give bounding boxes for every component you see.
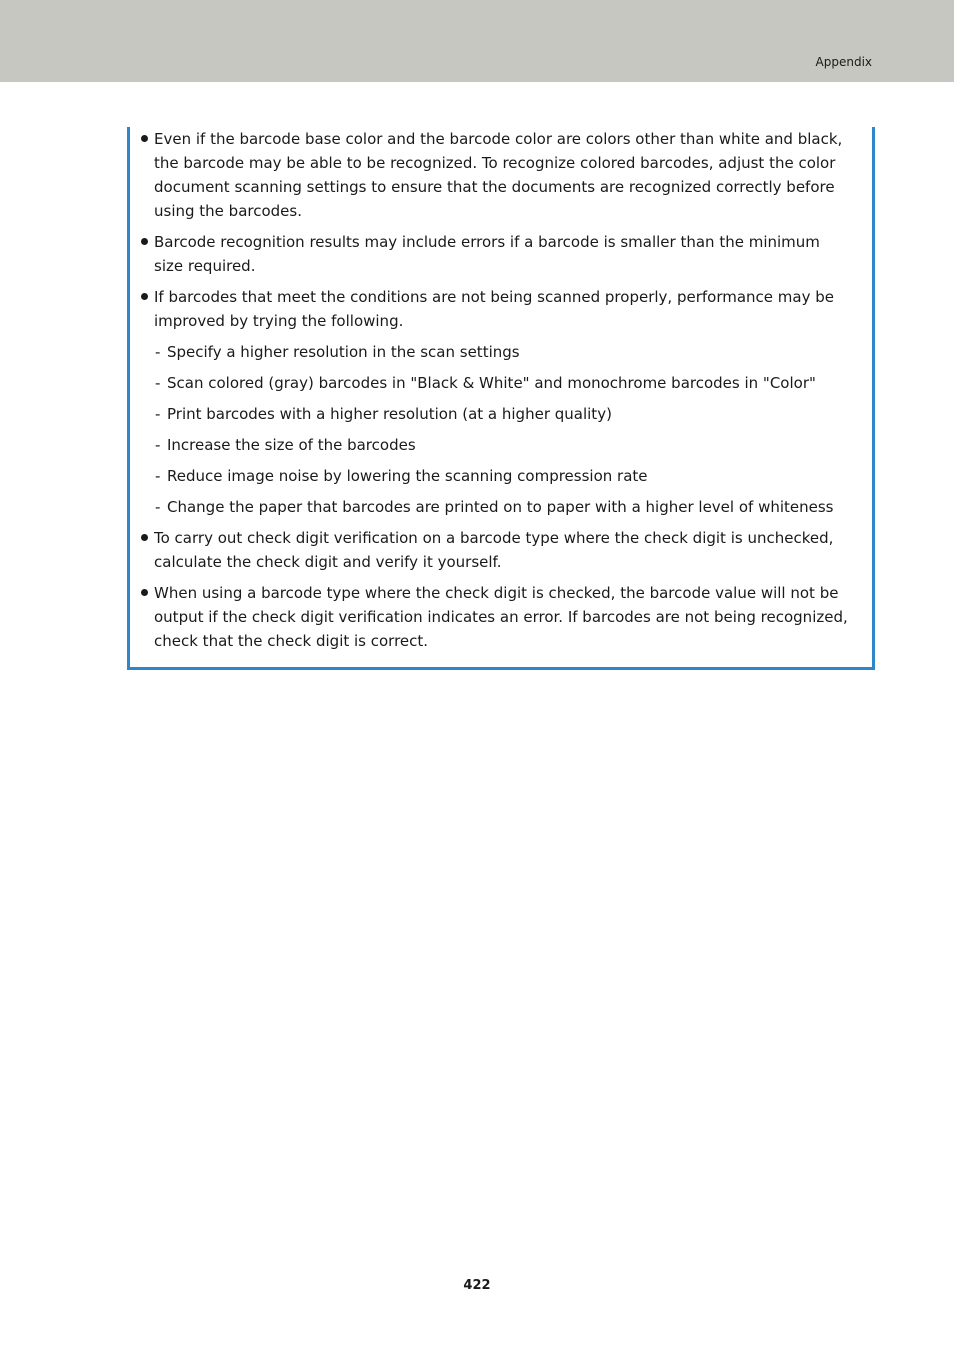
note-text: Barcode recognition results may include errors if a barcode is smaller than the minimum size required. xyxy=(154,233,820,275)
sub-list-item xyxy=(154,495,852,519)
header-band xyxy=(0,0,954,82)
note-text: If barcodes that meet the conditions are not being scanned properly, performance may be improved by trying the following. xyxy=(154,288,834,330)
sub-list-item xyxy=(154,371,852,395)
sub-list-item xyxy=(154,402,852,426)
note-box xyxy=(127,127,875,670)
sub-list-item xyxy=(154,464,852,488)
list-item xyxy=(140,285,852,519)
sub-item-text: Scan colored (gray) barcodes in "Black & White" and monochrome barcodes in "Color" xyxy=(167,374,816,392)
dash-marker: - xyxy=(155,467,161,485)
sub-item-text: Print barcodes with a higher resolution (at a higher quality) xyxy=(167,405,612,423)
sub-item-text: Specify a higher resolution in the scan settings xyxy=(167,343,520,361)
sub-item-text: Reduce image noise by lowering the scanning compression rate xyxy=(167,467,648,485)
sub-item-text: Increase the size of the barcodes xyxy=(167,436,416,454)
dash-marker: - xyxy=(155,498,161,516)
list-item xyxy=(140,526,852,574)
dash-marker: - xyxy=(155,436,161,454)
note-text: To carry out check digit verification on a barcode type where the check digit is unchecked, calculate the check digit and verify it yourself. xyxy=(154,529,834,571)
sub-item-text: Change the paper that barcodes are printed on to paper with a higher level of whiteness xyxy=(167,498,834,516)
dash-marker: - xyxy=(155,374,161,392)
section-title: Appendix xyxy=(815,55,872,69)
page-number: 422 xyxy=(463,1278,491,1293)
sub-list-item xyxy=(154,433,852,457)
dash-marker: - xyxy=(155,405,161,423)
list-item xyxy=(140,230,852,278)
dash-marker: - xyxy=(155,343,161,361)
note-text: When using a barcode type where the check digit is checked, the barcode value will not be output if the check digit verification indicates an error. If barcodes are not being recognized, check that the check digit is correct. xyxy=(154,584,848,650)
sub-list xyxy=(154,340,852,519)
list-item xyxy=(140,581,852,653)
note-text: Even if the barcode base color and the barcode color are colors other than white and black, the barcode may be able to be recognized. To recognize colored barcodes, adjust the color document scanning settings to ensure that the documents are recognized correctly before using the barcodes. xyxy=(154,130,843,220)
note-list xyxy=(140,127,852,660)
sub-list-item xyxy=(154,340,852,364)
list-item xyxy=(140,127,852,223)
